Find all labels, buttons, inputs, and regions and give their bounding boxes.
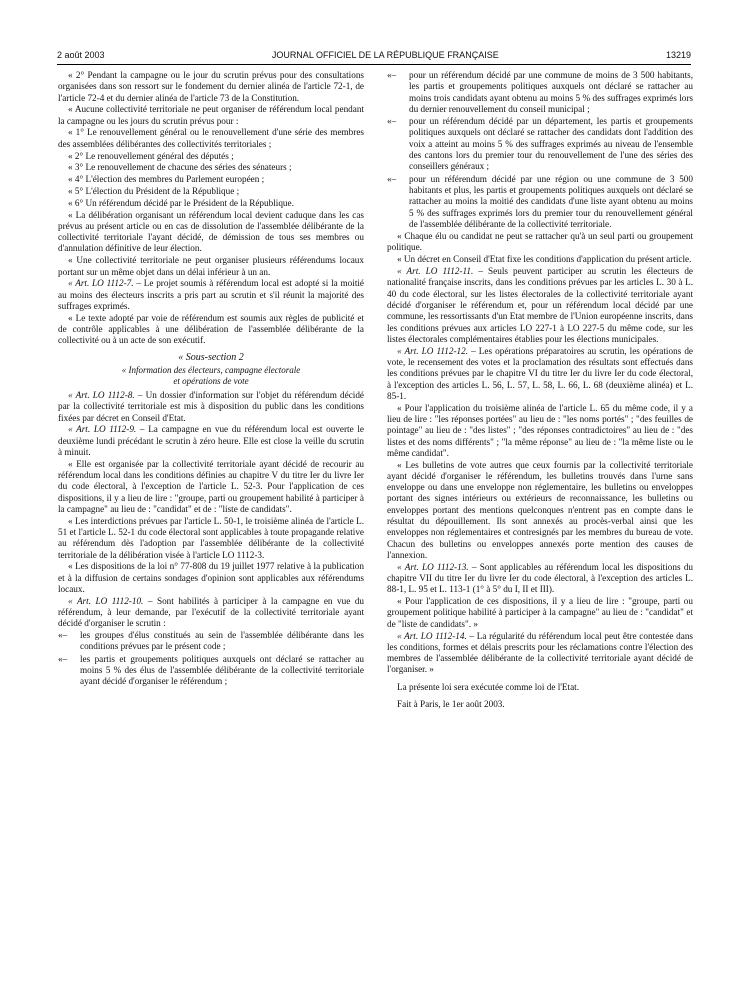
article-text: – La campagne en vue du référendum local est ouverte le deuxième lundi précédant le scrutin à zéro heure. Elle est close la veille du scrutin à minuit.: [58, 424, 364, 457]
article-text: – Sont applicables au référendum local les dispositions du chapitre VII du titre Ier du livre Ier du code électoral, à l'exception des articles L. 88-1, L. 95 et L. 113-1 (1° à 5° du I, II et III).: [387, 561, 694, 595]
article-number: « Art. LO 1112-12.: [397, 345, 469, 356]
header-date: 2 août 2003: [57, 50, 105, 60]
article-number: « Art. LO 1112-8.: [68, 389, 135, 400]
article-paragraph: [387, 266, 693, 345]
paragraph: « Un décret en Conseil d'Etat fixe les conditions d'application du présent article.: [397, 254, 692, 265]
article-number: « Art. LO 1112-11.: [397, 266, 474, 277]
paragraph: « La délibération organisant un référendum local devient caduque dans les cas prévus au présent article ou en cas de dissolution de l'assemblée délibérante de la collectivité territoriale l'ayant décidé, de démission de tous ses membres ou d'annulation définitive de leur élection.: [58, 209, 364, 254]
article-paragraph: [387, 562, 693, 596]
article-number: « Art. LO 1112-7.: [68, 278, 134, 289]
dash-item: «– les groupes d'élus constitués au sein de l'assemblée délibérante dans les conditions prévues par le présent code ;: [58, 630, 364, 653]
paragraph: « Pour l'application du troisième alinéa de l'article L. 65 du même code, il y a lieu de lire : "les réponses portées" au lieu de : "les noms portés" ; "des feuilles de pointage" au lieu de : "des listes" ; "des réponses contradictoires" au lieu de : "des listes et des noms différents" ; "la même réponse" au lieu de : "la même liste ou le même candidat".: [387, 402, 693, 458]
subsection-title: « Information des électeurs, campagne électorale: [121, 364, 301, 375]
paragraph: « Chaque élu ou candidat ne peut se rattacher qu'à un seul parti ou groupement politique.: [387, 231, 693, 253]
article-text: – Le projet soumis à référendum local est adopté si la moitié au moins des électeurs inscrits a pris part au scrutin et s'il réunit la majorité des suffrages exprimés.: [58, 278, 364, 311]
paragraph: « Une collectivité territoriale ne peut organiser plusieurs référendums locaux portant sur un même objet dans un délai inférieur à un an.: [58, 255, 364, 277]
article-text: – Les opérations préparatoires au scrutin, les opérations de vote, le recensement des votes et la proclamation des résultats sont effectués dans les conditions prévues par le chapitre VI du titre Ier du livre Ier du code électoral, à l'exception des articles L. 56, L. 57, L. 58, L. 66, L. 68 (deuxième alinéa) et L. 85-1.: [387, 345, 693, 401]
article-paragraph: [58, 424, 364, 458]
header-page-number: 13219: [665, 50, 691, 60]
paragraph: « 4° L'élection des membres du Parlement européen ;: [68, 174, 265, 185]
paragraph: « Aucune collectivité territoriale ne peut organiser de référendum local pendant la campagne ou les jours du scrutin prévus pour :: [58, 104, 364, 126]
dash-item: «– pour un référendum décidé par un département, les partis et groupements politiques auxquels ont déclaré se rattacher des candidats dont l'addition des voix a atteint au moins 5 % des suffrages exprimés au niveau de l'ensemble des cantons lors du premier tour du renouvellement de l'une des séries des conseillers généraux ;: [387, 116, 693, 172]
paragraph: « 5° L'élection du Président de la République ;: [68, 185, 240, 196]
paragraph: « 6° Un référendum décidé par le Président de la République.: [68, 197, 294, 208]
paragraph: « Elle est organisée par la collectivité territoriale ayant décidé de recourir au référendum local dans les conditions définies au chapitre V du titre Ier du livre Ier du code électoral, à l'exception de l'article L. 52-3. Pour l'application de ces dispositions, il y a lieu de lire : "groupe, parti ou groupement habilité à participer à la campagne" au lieu de : "candidat" et de : "liste de candidats".: [58, 458, 364, 514]
article-number: « Art. LO 1112-9.: [68, 424, 137, 435]
dash-item: «– les partis et groupements politiques auxquels ont déclaré se rattacher au moins 5 % des élus de l'assemblée délibérante de la collectivité territoriale ayant décidé d'organiser le référendum ;: [58, 654, 364, 688]
page-header: [57, 48, 691, 62]
paragraph: « 1° Le renouvellement général ou le renouvellement d'une série des membres des assemblées délibérantes des collectivités territoriales ;: [58, 127, 364, 149]
article-number: « Art. LO 1112-14.: [397, 630, 467, 641]
header-rule: [57, 64, 691, 65]
subsection-heading: « Sous-section 2: [178, 351, 244, 363]
article-paragraph: [387, 631, 693, 676]
paragraph: « Pour l'application de ces dispositions, il y a lieu de lire : "groupe, parti ou groupement politique habilité à participer à la campagne" au lieu de : "candidat" et de "liste de candidats". »: [387, 596, 693, 629]
article-paragraph: [58, 596, 364, 630]
right-column: [387, 70, 693, 712]
paragraph: « 3° Le renouvellement de chacune des séries des sénateurs ;: [68, 162, 292, 173]
dash-item: «– pour un référendum décidé par une commune de moins de 3 500 habitants, les partis et groupements politiques auxquels ont déclaré se rattacher au moins trois candidats ayant obtenu au moins 5 % des suffrages exprimés lors du dernier renouvellement du conseil municipal ;: [387, 70, 693, 115]
article-paragraph: [387, 346, 693, 402]
paragraph: « 2° Pendant la campagne ou le jour du scrutin prévus pour des consultations organisées dans son ressort sur le fondement du dernier alinéa de l'article 72-1, de l'article 72-4 et du dernier alinéa de l'article 73 de la Constitution.: [58, 70, 364, 103]
article-text: – Un dossier d'information sur l'objet du référendum décidé par la collectivité territoriale est mis à disposition du public dans les conditions fixées par décret en Conseil d'Etat.: [58, 389, 364, 423]
dash-item: «– pour un référendum décidé par une région ou une commune de 3 500 habitants et plus, les partis et groupements politiques auxquels ont déclaré se rattacher au moins la moitié des candidats d'une liste ayant obtenu au moins 5 % des suffrages exprimés lors du premier tour du renouvellement général de l'assemblée délibérante de la collectivité territoriale.: [387, 174, 693, 230]
article-number: « Art. LO 1112-10.: [68, 595, 144, 606]
signature-line: Fait à Paris, le 1er août 2003.: [397, 699, 505, 710]
paragraph: « Les dispositions de la loi n° 77-808 du 19 juillet 1977 relative à la publication et à la diffusion de certains sondages d'opinion sont applicables aux référendums locaux.: [58, 561, 364, 594]
paragraph: « Les interdictions prévues par l'article L. 50-1, le troisième alinéa de l'article L. 51 et l'article L. 52-1 du code électoral sont applicables à toute propagande relative au référendum dès l'adoption par l'assemblée délibérante de la collectivité territoriale de la délibération visée à l'article LO 1112-3.: [58, 515, 364, 560]
subsection-title: et opérations de vote: [173, 375, 249, 386]
left-column: [58, 70, 364, 689]
paragraph: « Le texte adopté par voie de référendum est soumis aux règles de publicité et de contrôle applicables à une délibération de l'assemblée délibérante de la collectivité ou à un acte de son exécutif.: [58, 312, 364, 346]
article-text: – Seuls peuvent participer au scrutin les électeurs de nationalité française inscrits, dans les conditions prévues par les articles L. 30 à L. 40 du code électoral, sur les listes électorales de la collectivité territoriale ayant décidé d'organiser le référendum et, pour un référendum local décidé par une commune, les ressortissants d'un Etat membre de l'Union européenne inscrits, dans les conditions prévues aux articles LO 227-1 à LO 227-5 du même code, sur les listes électorales complémentaires établies pour les élections municipales.: [387, 266, 693, 344]
header-title: JOURNAL OFFICIEL DE LA RÉPUBLIQUE FRANÇAISE: [271, 50, 499, 60]
article-text: – Sont habilités à participer à la campagne en vue du référendum, à leur demande, par l'exécutif de la collectivité territoriale ayant décidé d'organiser le scrutin :: [58, 595, 365, 629]
article-text: – La régularité du référendum local peut être contestée dans les conditions, formes et délais prescrits pour les réclamations contre l'élection des membres de l'assemblée délibérante de la collectivité territoriale ayant décidé de l'organiser. »: [387, 630, 693, 675]
paragraph: « Les bulletins de vote autres que ceux fournis par la collectivité territoriale ayant décidé d'organiser le référendum, les bulletins trouvés dans l'urne sans enveloppe ou dans une enveloppe non réglementaire, les bulletins ou enveloppes portant des signes intérieurs ou extérieurs de reconnaissance, les bulletins ou enveloppes portant des mentions quelconques n'entrent pas en compte dans le résultat du dépouillement. Ils sont annexés au procès-verbal ainsi que les enveloppes non réglementaires et contresignés par les membres du bureau de vote. Chacun des bulletins ou enveloppes annexés porte mention des causes de l'annexion.: [387, 459, 693, 560]
closing-line: La présente loi sera exécutée comme loi de l'Etat.: [397, 681, 580, 692]
article-paragraph: [58, 390, 364, 424]
article-number: « Art. LO 1112-13.: [397, 561, 469, 572]
article-paragraph: [58, 278, 364, 312]
paragraph: « 2° Le renouvellement général des députés ;: [68, 150, 234, 161]
